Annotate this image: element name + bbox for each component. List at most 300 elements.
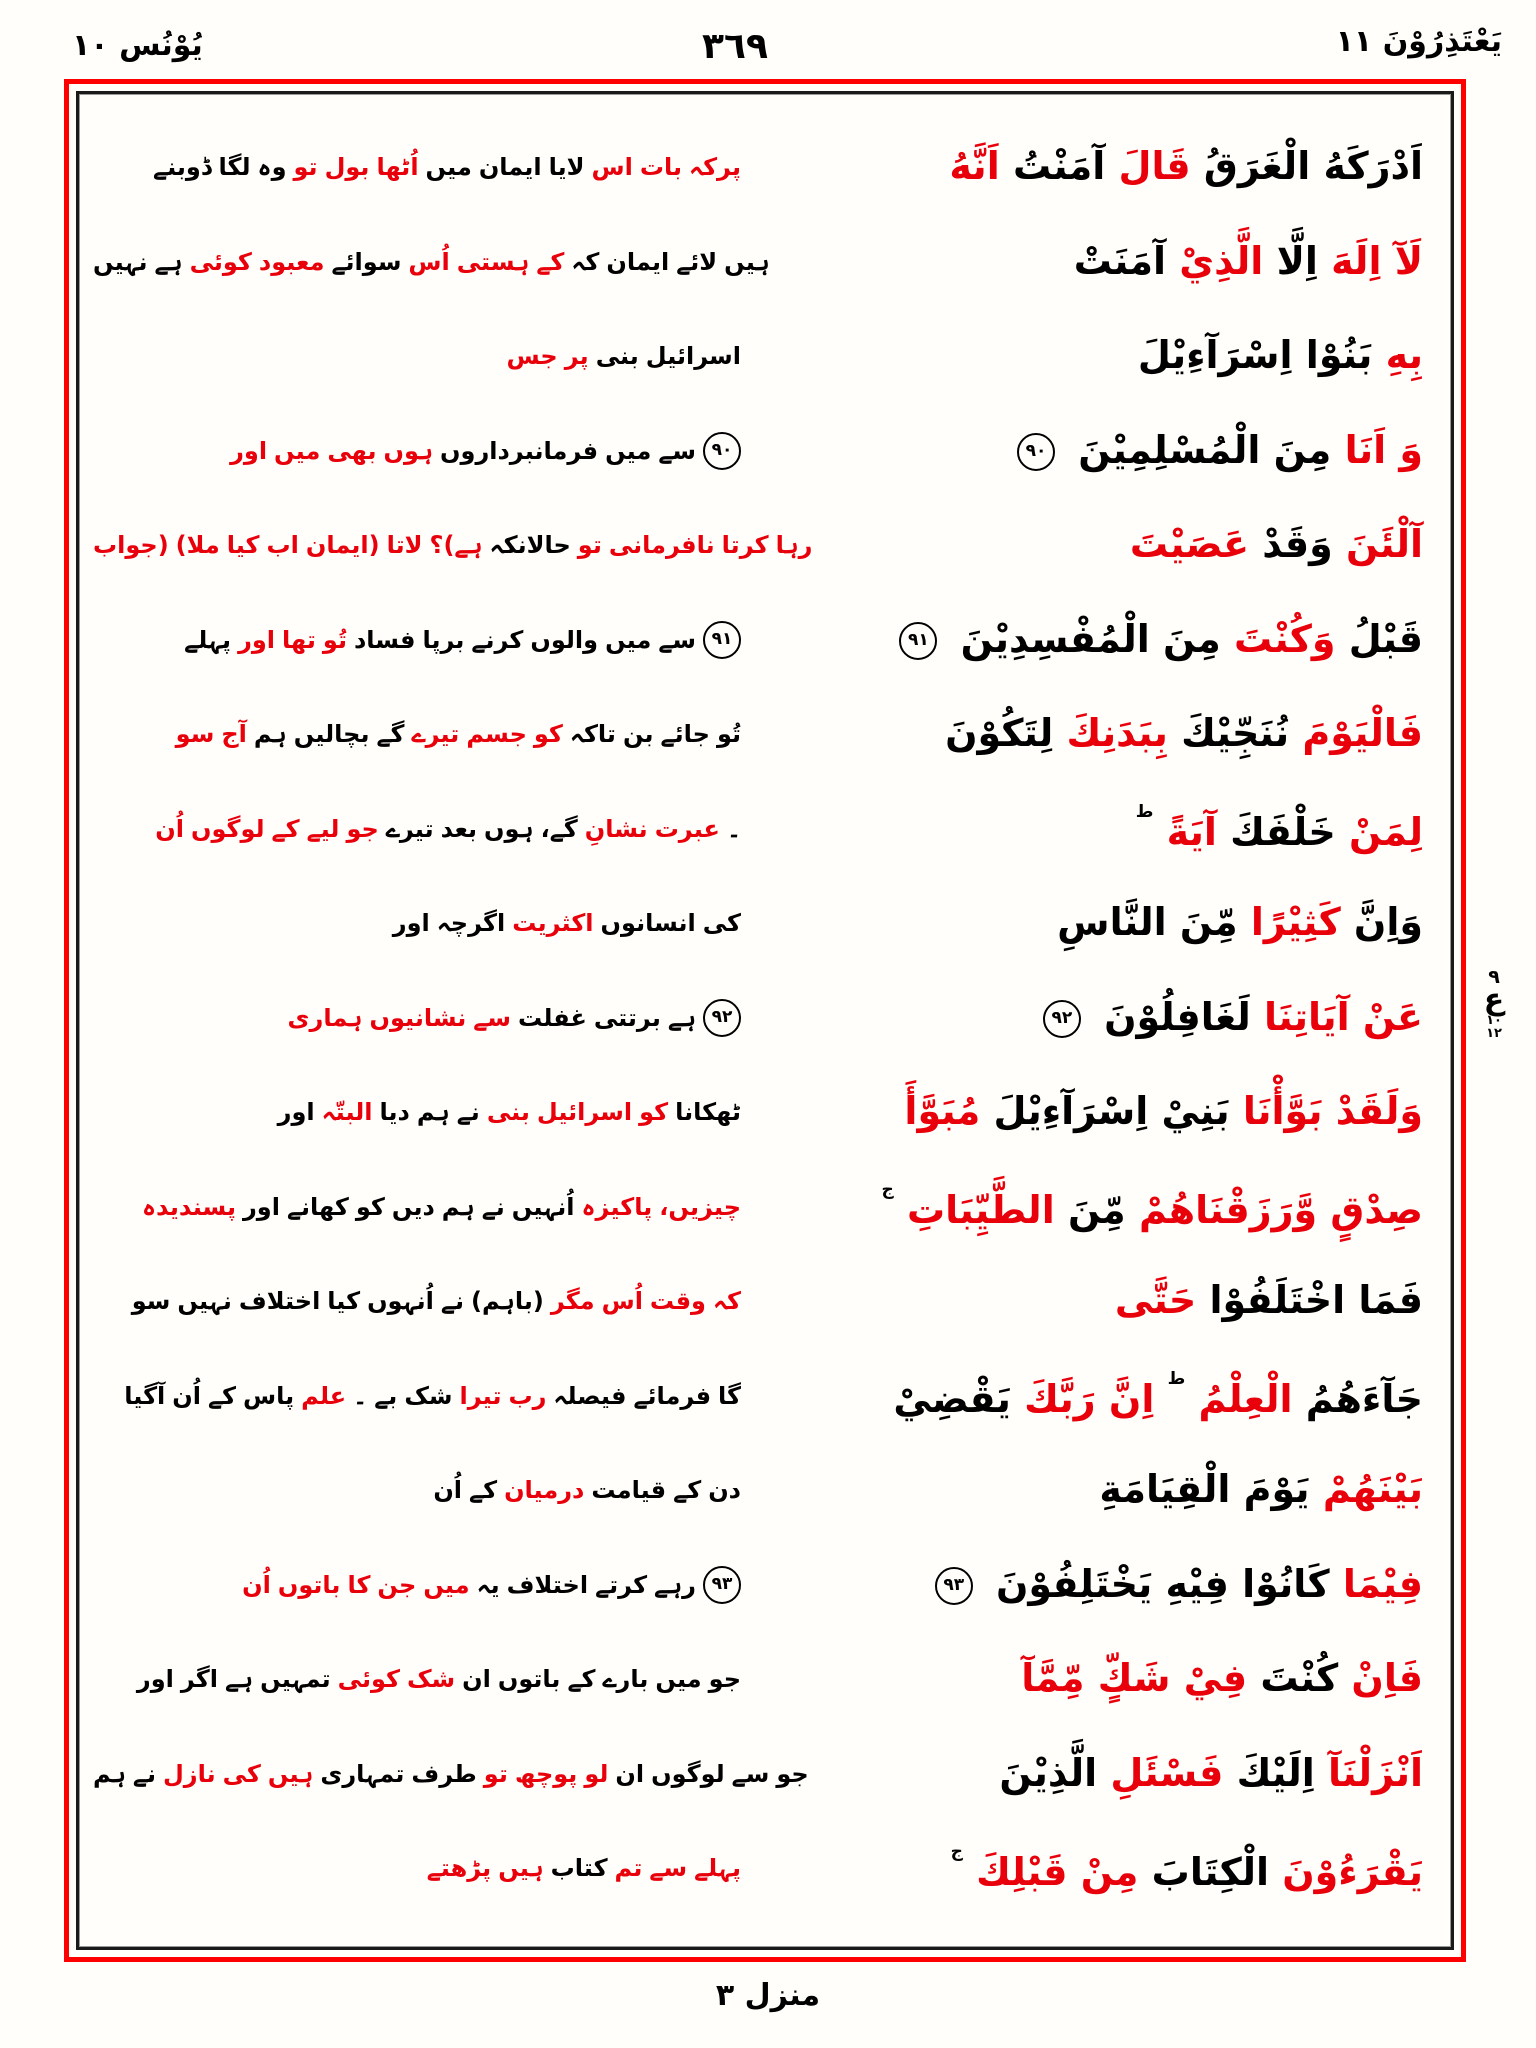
urdu-word: کیا — [226, 531, 260, 560]
arabic-phrase: وَكُنْتَ — [1233, 616, 1336, 661]
arabic-phrase: لَغَافِلُوْنَ — [1104, 994, 1251, 1039]
arabic-phrase: اَنَّهُ — [949, 144, 1000, 189]
urdu-word: باتوں — [277, 1570, 341, 1599]
urdu-word: بات — [639, 153, 683, 182]
urdu-word: شک — [404, 1381, 453, 1410]
urdu-word: فرمانبرداروں — [440, 436, 599, 465]
urdu-word: تمہاری — [320, 1759, 405, 1788]
waqf-pause-mark: ج — [950, 1841, 963, 1862]
arabic-phrase: خَلْفَكَ — [1230, 810, 1336, 855]
verse-number-badge: ٩٠ — [703, 432, 741, 470]
juz-name-label: يَعْتَذِرُوْنَ ١١ — [1335, 24, 1502, 59]
arabic-phrase: بَيْنَهُمْ — [1322, 1467, 1423, 1512]
arabic-verse-line — [809, 1750, 1437, 1795]
urdu-translation-line — [93, 1761, 809, 1787]
arabic-verse-line — [741, 1182, 1437, 1231]
urdu-word: پر — [564, 342, 589, 371]
urdu-translation-line — [93, 816, 741, 842]
urdu-word: تو — [293, 153, 318, 182]
urdu-word: کے — [469, 1476, 498, 1505]
urdu-word: ہیں — [267, 1759, 314, 1788]
urdu-translation-line — [93, 1288, 741, 1314]
urdu-translation-line — [93, 249, 770, 275]
arabic-phrase: كَانُوْا فِيْهِ يَخْتَلِفُوْنَ — [995, 1561, 1330, 1606]
urdu-word: سے — [731, 1759, 770, 1788]
urdu-word: کہ — [571, 247, 600, 276]
arabic-phrase: اِلَّا — [1276, 238, 1318, 283]
verse-number-badge: ٩٣ — [703, 1566, 741, 1604]
urdu-translation-line — [93, 910, 741, 936]
translation-row — [93, 687, 1437, 782]
urdu-word: ہم — [441, 1192, 475, 1221]
arabic-phrase: الَّذِيْنَ — [999, 1750, 1098, 1795]
arabic-phrase: مِّنَ — [1067, 1188, 1126, 1233]
urdu-word: وہ — [257, 153, 287, 182]
arabic-phrase: يَقْضِيْ — [893, 1377, 1011, 1422]
urdu-word: وقت — [649, 1287, 706, 1316]
urdu-word: سے — [473, 1003, 511, 1032]
urdu-word: اُنہیں — [511, 1192, 575, 1221]
urdu-word: پاکیزہ — [581, 1192, 653, 1221]
urdu-word: تیرا — [459, 1381, 502, 1410]
urdu-word: معبود — [258, 247, 325, 276]
arabic-verse-line — [741, 1841, 1437, 1894]
urdu-word: تُو — [322, 625, 347, 654]
urdu-word: نہیں — [177, 1287, 232, 1316]
urdu-word: میں — [605, 625, 652, 654]
urdu-word: ہیں — [724, 247, 770, 276]
urdu-word: جسم — [466, 720, 527, 749]
arabic-phrase: صِدْقٍ وَّرَزَقْنَاهُمْ — [1138, 1188, 1423, 1233]
urdu-word: کوئی — [337, 1665, 400, 1694]
verse-number-badge: ٩٢ — [703, 999, 741, 1037]
urdu-word: اختلاف — [238, 1287, 321, 1316]
urdu-word: فیصلہ — [553, 1381, 627, 1410]
urdu-word: ہے — [224, 1665, 254, 1694]
urdu-word: بن — [622, 720, 654, 749]
translation-row — [93, 309, 1437, 404]
urdu-word: جن — [377, 1570, 417, 1599]
urdu-translation-line — [93, 999, 741, 1037]
translation-row — [93, 971, 1437, 1066]
arabic-phrase: مِّنَ النَّاسِ — [1057, 900, 1238, 945]
urdu-word: تیرے — [385, 814, 434, 843]
urdu-word: جو — [776, 1759, 809, 1788]
waqf-pause-mark: ط — [1135, 802, 1154, 823]
arabic-phrase: نُنَجِّيْكَ — [1181, 711, 1290, 756]
urdu-word: نے — [440, 1287, 464, 1316]
urdu-word: تمہیں — [260, 1665, 331, 1694]
urdu-word: میں — [605, 436, 652, 465]
urdu-word: تھا — [282, 625, 316, 654]
translation-row — [93, 215, 1437, 310]
urdu-word: ۔ — [353, 1381, 368, 1410]
urdu-word: نافرمانی — [608, 531, 715, 560]
arabic-phrase: مِنَ الْمُسْلِمِيْنَ — [1078, 427, 1332, 472]
urdu-word: کتاب — [550, 1854, 608, 1883]
ain-ruku-icon: ع — [1483, 982, 1505, 1018]
translation-row — [93, 1727, 1437, 1822]
verse-rows — [93, 120, 1437, 1937]
urdu-translation-line — [93, 721, 741, 747]
arabic-phrase: فَاِنْ — [1351, 1656, 1423, 1701]
arabic-phrase: مِنَ الْمُفْسِدِيْنَ — [960, 616, 1221, 661]
urdu-word: اُن — [172, 1381, 201, 1410]
arabic-phrase: فَسْئَلِ — [1110, 1750, 1224, 1795]
urdu-word: اُٹھا — [376, 153, 419, 182]
arabic-phrase: وَقَدْ — [1262, 522, 1333, 567]
urdu-word: نہیں — [93, 247, 148, 276]
urdu-word: بنی — [486, 1098, 530, 1127]
ruku-marker — [1474, 968, 1514, 1040]
urdu-word: تیرے — [411, 720, 460, 749]
translation-row — [93, 498, 1437, 593]
urdu-word: کی — [222, 1759, 261, 1788]
ruku-sub-label-2: ١٢ — [1486, 1026, 1502, 1042]
urdu-word: عبرت — [654, 814, 720, 843]
arabic-verse-line — [812, 522, 1437, 567]
urdu-word: لوگوں — [651, 1759, 725, 1788]
waqf-pause-mark: ط — [1167, 1369, 1186, 1390]
arabic-phrase: يَوْمَ الْقِيَامَةِ — [1099, 1467, 1310, 1512]
urdu-word: رہے — [654, 1570, 696, 1599]
urdu-word: ملا) — [175, 531, 220, 560]
arabic-phrase: بَنُوْا اِسْرَآءِيْلَ — [1137, 333, 1373, 378]
urdu-translation-line — [93, 1099, 741, 1125]
urdu-word: کوئی — [189, 247, 252, 276]
urdu-word: دیا — [379, 1098, 410, 1127]
urdu-word: اور — [230, 436, 268, 465]
arabic-verse-line — [741, 900, 1437, 945]
urdu-word: ہستی — [456, 247, 530, 276]
ruku-count-label: ٩ — [1488, 966, 1500, 988]
arabic-phrase: فِيْمَا — [1342, 1561, 1423, 1606]
urdu-word: ٹھکانا — [675, 1098, 741, 1127]
urdu-word: جو — [708, 1665, 741, 1694]
urdu-word: ڈوبنے — [153, 153, 212, 182]
arabic-phrase: كَثِيْرًا — [1250, 900, 1341, 945]
urdu-word: ہماری — [287, 1003, 363, 1032]
urdu-word: (باہم) — [470, 1287, 544, 1316]
urdu-word: کیا — [327, 1287, 361, 1316]
urdu-word: اسرائیل — [536, 1098, 633, 1127]
arabic-verse-line — [770, 238, 1437, 283]
urdu-word: آگیا — [124, 1381, 166, 1410]
arabic-phrase: آلْئَنَ — [1345, 522, 1423, 567]
urdu-word: ہے — [667, 1003, 696, 1032]
urdu-word: لو — [584, 1759, 609, 1788]
arabic-verse-line — [741, 1656, 1437, 1701]
arabic-phrase: اَدْرَكَهُ الْغَرَقُ — [1203, 144, 1423, 189]
urdu-word: جائے — [660, 720, 710, 749]
urdu-word: نشانِ — [584, 814, 648, 843]
urdu-word: نے — [456, 1098, 480, 1127]
waqf-pause-mark: ج — [881, 1180, 894, 1201]
translation-row — [93, 1254, 1437, 1349]
urdu-word: اور — [242, 1192, 280, 1221]
urdu-word: گے، — [540, 814, 578, 843]
arabic-verse-line — [741, 1089, 1437, 1134]
urdu-word: ہے)؟ — [429, 531, 483, 560]
urdu-word: فساد — [353, 625, 416, 654]
arabic-phrase: اِلَيْكَ — [1236, 1750, 1315, 1795]
arabic-phrase: اَنْزَلْنَآ — [1328, 1750, 1423, 1795]
urdu-word: پڑھتے — [426, 1854, 492, 1883]
urdu-word: نشانیوں — [369, 1003, 467, 1032]
arabic-phrase: لِتَكُوْنَ — [945, 711, 1054, 756]
arabic-phrase: يَقْرَءُوْنَ — [1282, 1849, 1423, 1894]
urdu-word: اُس — [408, 247, 450, 276]
urdu-word: کرتے — [595, 1570, 648, 1599]
urdu-word: گے — [376, 720, 405, 749]
urdu-word: کرتا — [721, 531, 769, 560]
quran-frame — [64, 79, 1466, 1962]
urdu-word: لایا — [548, 153, 585, 182]
urdu-word: علم — [301, 1381, 347, 1410]
urdu-word: باتوں — [497, 1665, 561, 1694]
arabic-phrase: الْعِلْمُ — [1198, 1377, 1293, 1422]
urdu-word: پرکہ — [689, 153, 741, 182]
verse-number-badge: ٩١ — [899, 622, 937, 660]
arabic-phrase: الْكِتَابَ — [1151, 1849, 1270, 1894]
arabic-phrase: وَاِنَّ — [1353, 900, 1423, 945]
urdu-word: بنی — [595, 342, 639, 371]
urdu-word: طرف — [411, 1759, 477, 1788]
urdu-word: دیں — [391, 1192, 435, 1221]
urdu-word: ہم — [93, 1759, 126, 1788]
urdu-word: اسرائیل — [645, 342, 741, 371]
urdu-word: تاکہ — [569, 720, 616, 749]
urdu-word: کا — [347, 1570, 371, 1599]
arabic-verse-line — [741, 427, 1437, 472]
arabic-phrase: لِمَنْ — [1349, 810, 1423, 855]
urdu-word: لگا — [218, 153, 251, 182]
urdu-word: بے — [374, 1381, 398, 1410]
urdu-word: اُن — [155, 814, 184, 843]
arabic-verse-line — [741, 1278, 1437, 1323]
urdu-word: میں — [423, 1570, 470, 1599]
verse-number-badge: ٩٢ — [1043, 1000, 1081, 1038]
arabic-verse-line — [741, 333, 1437, 378]
urdu-word: بھی — [327, 436, 377, 465]
urdu-word: تو — [577, 531, 602, 560]
verse-number-badge: ٩١ — [703, 621, 741, 659]
urdu-word: یہ — [476, 1570, 500, 1599]
urdu-word: کے — [567, 1665, 596, 1694]
arabic-phrase: فَمَا اخْتَلَفُوْا — [1209, 1278, 1423, 1323]
arabic-verse-line — [741, 144, 1437, 189]
urdu-translation-line — [93, 1855, 741, 1881]
urdu-word: آج — [221, 720, 247, 749]
urdu-word: پہلے — [694, 1854, 741, 1883]
arabic-verse-line — [741, 1371, 1437, 1420]
urdu-word: کے — [271, 814, 300, 843]
urdu-word: اب — [266, 531, 299, 560]
urdu-word: انسانوں — [600, 909, 696, 938]
urdu-word: بعد — [440, 814, 478, 843]
urdu-word: رہا — [775, 531, 813, 560]
urdu-translation-line — [93, 343, 741, 369]
translation-row — [93, 1443, 1437, 1538]
urdu-word: پاس — [243, 1381, 295, 1410]
arabic-phrase: الَّذِيْ — [1179, 238, 1264, 283]
urdu-word: البتّہ — [321, 1098, 373, 1127]
quran-frame-inner-border — [76, 91, 1454, 1950]
arabic-phrase: بِهِ — [1385, 333, 1423, 378]
verse-number-badge: ٩٠ — [1017, 433, 1055, 471]
urdu-word: کو — [533, 720, 563, 749]
arabic-phrase: قَالَ — [1118, 144, 1191, 189]
urdu-word: (ایمان — [305, 531, 380, 560]
urdu-translation-line — [93, 154, 741, 180]
urdu-word: سے — [649, 1854, 688, 1883]
arabic-phrase: عَنْ آيَاتِنَا — [1264, 994, 1423, 1039]
urdu-word: تُو — [716, 720, 741, 749]
urdu-word: نے — [132, 1759, 156, 1788]
urdu-word: لیے — [306, 814, 340, 843]
urdu-word: نے — [481, 1192, 505, 1221]
urdu-word: اختلاف — [506, 1570, 589, 1599]
urdu-word: اور — [238, 625, 276, 654]
arabic-phrase: كُنْتَ — [1260, 1656, 1339, 1701]
urdu-word: بول — [324, 153, 370, 182]
urdu-translation-line — [93, 1566, 741, 1604]
arabic-phrase: فَالْيَوْمَ — [1302, 711, 1423, 756]
urdu-word: مگر — [550, 1287, 595, 1316]
arabic-phrase: اِنَّ رَبَّكَ — [1024, 1377, 1155, 1422]
urdu-word: کہ — [712, 1287, 741, 1316]
translation-row — [93, 1538, 1437, 1633]
urdu-word: سو — [175, 720, 215, 749]
urdu-word: غفلت — [517, 1003, 587, 1032]
urdu-word: کے — [207, 1381, 237, 1410]
urdu-word: اس — [591, 153, 633, 182]
urdu-word: لائے — [676, 247, 718, 276]
urdu-translation-line — [93, 532, 812, 558]
urdu-word: اور — [136, 1665, 174, 1694]
urdu-word: ہیں — [498, 1854, 544, 1883]
urdu-word: اُن — [433, 1476, 463, 1505]
arabic-phrase: آمَنَتْ — [1073, 238, 1167, 283]
urdu-word: اگرچہ — [436, 909, 506, 938]
page-number: ٣٦٩ — [702, 26, 768, 67]
urdu-word: گا — [718, 1381, 741, 1410]
arabic-phrase: وَلَقَدْ بَوَّأْنَا — [1242, 1089, 1423, 1134]
manzil-footer: منزل ٣ — [715, 1978, 821, 2013]
urdu-word: اگر — [180, 1665, 218, 1694]
urdu-word: ان — [615, 1759, 645, 1788]
urdu-word: حالانکہ — [489, 531, 571, 560]
urdu-word: برتتی — [593, 1003, 661, 1032]
arabic-phrase: آيَةً — [1166, 810, 1217, 855]
urdu-word: اور — [392, 909, 430, 938]
arabic-verse-line — [741, 804, 1437, 853]
urdu-word: اور — [277, 1098, 315, 1127]
urdu-word: ہوں — [383, 436, 434, 465]
translation-row — [93, 1821, 1437, 1916]
urdu-word: جو — [346, 814, 379, 843]
urdu-word: سوائے — [331, 247, 402, 276]
surah-name-label: يُوْنُس ١٠ — [72, 28, 203, 63]
urdu-word: لوگوں — [190, 814, 265, 843]
urdu-word: بارے — [602, 1665, 649, 1694]
urdu-word: ۔ — [726, 814, 741, 843]
urdu-word: نازل — [162, 1759, 216, 1788]
arabic-verse-line — [741, 1467, 1437, 1512]
urdu-word: ایمان — [478, 153, 542, 182]
urdu-word: درمیان — [504, 1476, 585, 1505]
translation-row — [93, 1065, 1437, 1160]
urdu-word: میں — [274, 436, 321, 465]
arabic-verse-line — [741, 994, 1437, 1039]
arabic-phrase: وَ اَنَا — [1344, 427, 1423, 472]
urdu-word: میں — [425, 153, 472, 182]
urdu-word: رب — [508, 1381, 547, 1410]
arabic-verse-line — [741, 711, 1437, 756]
translation-row — [93, 404, 1437, 499]
translation-row — [93, 782, 1437, 877]
arabic-phrase: الطَّيِّبَاتِ — [906, 1188, 1055, 1233]
urdu-translation-line — [93, 432, 741, 470]
urdu-word: اُن — [242, 1570, 271, 1599]
urdu-word: کرنے — [471, 625, 524, 654]
translation-row — [93, 1160, 1437, 1255]
verse-number-badge: ٩٣ — [935, 1567, 973, 1605]
urdu-word: (جواب — [93, 531, 169, 560]
urdu-word: میں — [655, 1665, 702, 1694]
urdu-word: والوں — [530, 625, 599, 654]
urdu-translation-line — [93, 1194, 741, 1220]
urdu-word: کو — [639, 1098, 669, 1127]
urdu-word: کی — [702, 909, 741, 938]
urdu-word: قیامت — [591, 1476, 667, 1505]
urdu-translation-line — [93, 621, 741, 659]
arabic-phrase: فِيْ شَكٍّ مِّمَّآ — [1021, 1656, 1248, 1701]
urdu-word: پہلے — [184, 625, 232, 654]
translation-row — [93, 1349, 1437, 1444]
urdu-word: فرمائے — [633, 1381, 712, 1410]
urdu-word: سو — [131, 1287, 171, 1316]
urdu-word: اکثریت — [512, 909, 594, 938]
arabic-phrase: لَآ اِلَهَ — [1331, 238, 1423, 283]
urdu-translation-line — [93, 1383, 741, 1409]
urdu-word: ایمان — [606, 247, 670, 276]
urdu-word: کے — [673, 1476, 702, 1505]
arabic-phrase: آمَنْتُ — [1012, 144, 1106, 189]
arabic-phrase: قَبْلُ — [1348, 616, 1423, 661]
translation-row — [93, 120, 1437, 215]
urdu-word: ہم — [416, 1098, 450, 1127]
arabic-phrase: جَآءَهُمُ — [1305, 1377, 1423, 1422]
urdu-word: کھانے — [286, 1192, 349, 1221]
urdu-word: چیزیں، — [659, 1192, 741, 1221]
urdu-word: کو — [355, 1192, 385, 1221]
ruku-sub-label-1: ١٠ — [1486, 1012, 1502, 1028]
urdu-word: ہم — [253, 720, 287, 749]
page-header — [0, 14, 1536, 74]
arabic-phrase: عَصَيْتَ — [1129, 522, 1250, 567]
arabic-phrase: مِنْ قَبْلِكَ — [976, 1849, 1139, 1894]
arabic-phrase: بَنِيْ اِسْرَآءِيْلَ — [993, 1089, 1230, 1134]
urdu-word: اُس — [601, 1287, 643, 1316]
urdu-translation-line — [93, 1666, 741, 1692]
urdu-word: پوچھ — [514, 1759, 578, 1788]
urdu-translation-line — [93, 1477, 741, 1503]
arabic-phrase: حَتَّى — [1114, 1278, 1197, 1323]
urdu-word: ہوں — [484, 814, 534, 843]
urdu-word: شک — [406, 1665, 456, 1694]
urdu-word: پسندیدہ — [141, 1192, 236, 1221]
